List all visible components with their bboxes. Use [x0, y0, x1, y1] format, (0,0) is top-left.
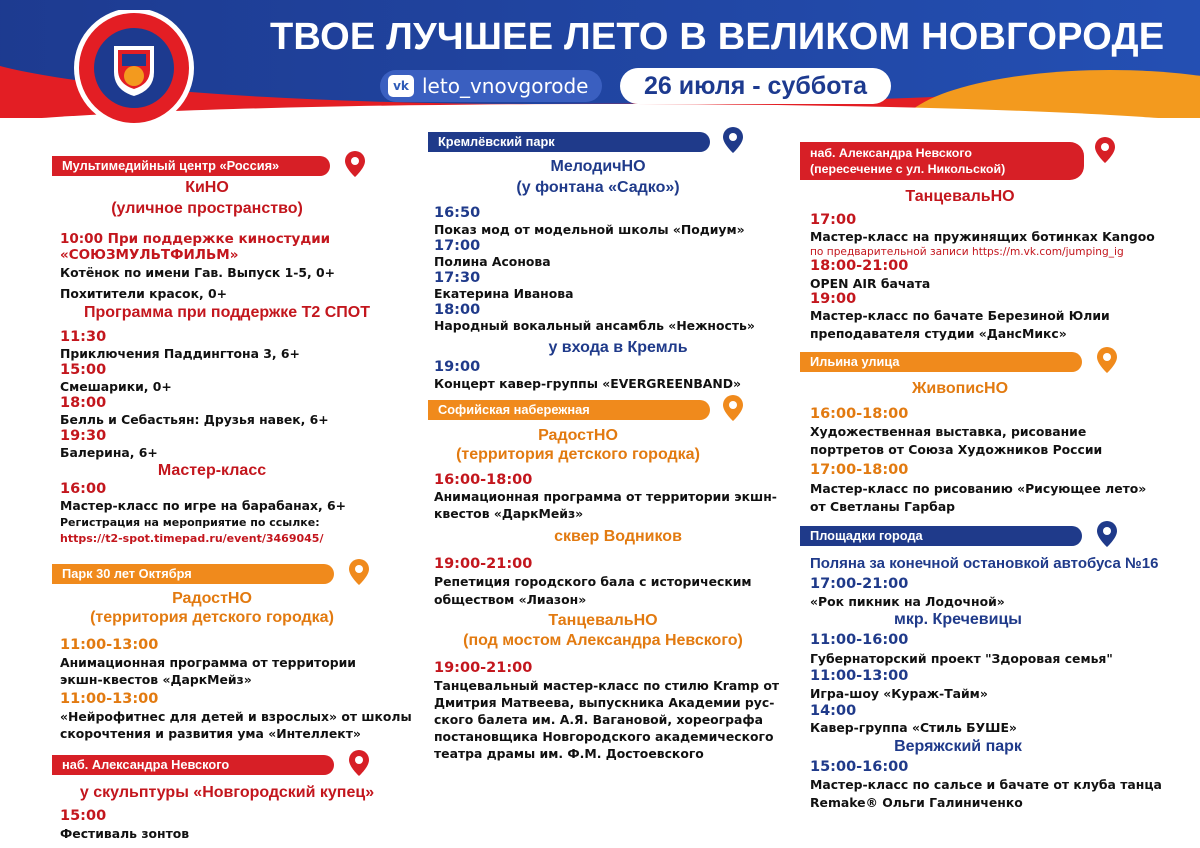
event-text: Мастер-класс по рисованию «Рисующее лето» [810, 481, 1147, 496]
event-text: экшн-квестов «ДаркМейз» [60, 672, 252, 687]
venue-bar: Софийская набережная [428, 400, 710, 420]
page-title: ТВОЕ ЛУЧШЕЕ ЛЕТО В ВЕЛИКОМ НОВГОРОДЕ [270, 16, 1165, 58]
section-subtitle: (уличное пространство) [111, 200, 303, 217]
event-time: 17:00 [434, 238, 481, 254]
event-text: скорочтения и развития ума «Интеллект» [60, 726, 361, 741]
event-text: Дмитрия Матвеева, выпускника Академии рус- [434, 695, 775, 710]
event-time: 19:00 [810, 291, 857, 307]
location-pin-icon [1094, 136, 1116, 164]
section-title: Мастер-класс [157, 462, 267, 479]
section-subtitle: (территория детского городка) [90, 609, 334, 626]
event-time: 14:00 [810, 703, 857, 719]
event-text: OPEN AIR бачата [810, 276, 931, 291]
event-time: 17:00 [810, 212, 857, 228]
event-text: Народный вокальный ансамбль «Нежность» [434, 318, 755, 333]
event-time: 11:00-13:00 [60, 637, 159, 653]
event-text: Екатерина Иванова [434, 286, 574, 301]
event-time: 18:00 [60, 395, 107, 411]
section-title: КиНО [185, 179, 229, 196]
venue-bar: Кремлёвский парк [428, 132, 710, 152]
event-time: 10:00 При поддержке киностудии [60, 231, 331, 247]
event-text: Кавер-группа «Стиль БУШЕ» [810, 720, 1017, 735]
event-time: 15:00-16:00 [810, 759, 909, 775]
event-text: Танцевальный мастер-класс по стилю Kramp от [434, 678, 780, 693]
location-pin-icon [722, 126, 744, 154]
registration-note: Регистрация на мероприятие по ссылке: [60, 516, 320, 529]
event-text: Анимационная программа от территории [60, 655, 356, 670]
event-text: «Рок пикник на Лодочной» [810, 594, 1005, 609]
event-time: 16:50 [434, 205, 481, 221]
event-time: 15:00 [60, 362, 107, 378]
venue-line: (пересечение с ул. Никольской) [810, 162, 1006, 176]
event-text: Приключения Паддингтона 3, 6+ [60, 346, 300, 361]
vk-icon: vk [388, 75, 414, 97]
event-text: квестов «ДаркМейз» [434, 506, 584, 521]
section-title: Программа при поддержке Т2 СПОТ [84, 304, 370, 321]
location-pin-icon [348, 558, 370, 586]
venue-bar [800, 142, 1084, 180]
event-text: Белль и Себастьян: Друзья навек, 6+ [60, 412, 329, 427]
event-text: театра драмы им. Ф.М. Достоевского [434, 746, 704, 761]
event-text: портретов от Союза Художников России [810, 442, 1103, 457]
event-time: 17:00-21:00 [810, 576, 909, 592]
section-subtitle: (у фонтана «Садко») [516, 179, 680, 196]
location-pin-icon [1096, 520, 1118, 548]
location-pin-icon [348, 749, 370, 777]
event-text: ского балета им. А.Я. Вагановой, хореографа [434, 712, 764, 727]
section-subtitle: (территория детского городка) [456, 446, 700, 463]
registration-link[interactable]: https://t2-spot.timepad.ru/event/3469045/ [60, 532, 324, 545]
logo-emblem [58, 10, 210, 128]
venue-line: наб. Александра Невского [810, 146, 972, 160]
venue-bar: Мультимедийный центр «Россия» [52, 156, 330, 176]
event-text: постановщика Новгородского академического [434, 729, 774, 744]
section-title: у входа в Кремль [548, 339, 688, 356]
section-subtitle: (под мостом Александра Невского) [463, 632, 743, 649]
event-time: 11:00-13:00 [60, 691, 159, 707]
event-text: Художественная выставка, рисование [810, 424, 1087, 439]
section-title: ЖивописНО [911, 380, 1009, 397]
venue-bar: Парк 30 лет Октября [52, 564, 334, 584]
section-title: Веряжский парк [894, 738, 1022, 755]
event-time: 19:00-21:00 [434, 556, 533, 572]
event-text: Мастер-класс по сальсе и бачате от клуба танца [810, 777, 1162, 792]
event-time: 18:00 [434, 302, 481, 318]
event-time: 16:00 [60, 481, 107, 497]
event-text: «Нейрофитнес для детей и взрослых» от школы [60, 709, 412, 724]
event-text: Игра-шоу «Кураж-Тайм» [810, 686, 988, 701]
event-time: 18:00-21:00 [810, 258, 909, 274]
event-text: Похитители красок, 0+ [60, 286, 228, 301]
event-text: Смешарики, 0+ [60, 379, 172, 394]
section-title: мкр. Кречевицы [894, 611, 1022, 628]
section-title: Поляна за конечной остановкой автобуса №16 [810, 555, 1159, 572]
vk-handle: leto_vnovgorode [422, 74, 589, 98]
vk-link[interactable] [380, 70, 602, 102]
location-pin-icon [722, 394, 744, 422]
section-title: РадостНО [172, 590, 252, 607]
event-text: Фестиваль зонтов [60, 826, 190, 841]
event-text: Полина Асонова [434, 254, 551, 269]
event-time: 19:30 [60, 428, 107, 444]
event-text: Балерина, 6+ [60, 445, 158, 460]
event-text: от Светланы Гарбар [810, 499, 956, 514]
event-text: Репетиция городского бала с историческим [434, 574, 752, 589]
venue-bar: наб. Александра Невского [52, 755, 334, 775]
event-text: Губернаторский проект "Здоровая семья" [810, 651, 1113, 666]
event-time: 16:00-18:00 [810, 406, 909, 422]
event-text: Мастер-класс по игре на барабанах, 6+ [60, 498, 347, 513]
event-text: Remake® Ольги Галиниченко [810, 795, 1023, 810]
event-text: Котёнок по имени Гав. Выпуск 1-5, 0+ [60, 265, 336, 280]
section-title: у скульптуры «Новгородский купец» [79, 784, 375, 801]
event-time: 17:00-18:00 [810, 462, 909, 478]
event-date: 26 июля - суббота [620, 68, 891, 104]
event-text: обществом «Лиазон» [434, 592, 587, 607]
section-title: ТанцевальНО [905, 188, 1015, 205]
event-time: 11:30 [60, 329, 107, 345]
venue-bar: Площадки города [800, 526, 1082, 546]
event-org: «СОЮЗМУЛЬТФИЛЬМ» [60, 247, 239, 263]
event-time: 11:00-13:00 [810, 668, 909, 684]
event-time: 15:00 [60, 808, 107, 824]
event-text: Мастер-класс на пружинящих ботинках Kangoo [810, 229, 1155, 244]
registration-note[interactable]: по предварительной записи https://m.vk.com/jumping_ig [810, 246, 1124, 258]
location-pin-icon [344, 150, 366, 178]
location-pin-icon [1096, 346, 1118, 374]
event-time: 17:30 [434, 270, 481, 286]
event-time: 11:00-16:00 [810, 632, 909, 648]
event-time: 19:00-21:00 [434, 660, 533, 676]
section-title: ТанцевальНО [548, 612, 658, 629]
section-title: МелодичНО [550, 158, 646, 175]
event-time: 19:00 [434, 359, 481, 375]
event-text: Концерт кавер-группы «EVERGREENBAND» [434, 376, 742, 391]
event-text: Анимационная программа от территории экшн- [434, 489, 777, 504]
section-title: РадостНО [538, 427, 618, 444]
event-text: Мастер-класс по бачате Березиной Юлии [810, 308, 1110, 323]
event-text: Показ мод от модельной школы «Подиум» [434, 222, 745, 237]
event-time: 16:00-18:00 [434, 472, 533, 488]
section-title: сквер Водников [554, 528, 682, 545]
venue-bar: Ильина улица [800, 352, 1082, 372]
event-text: преподавателя студии «ДансМикс» [810, 326, 1067, 341]
